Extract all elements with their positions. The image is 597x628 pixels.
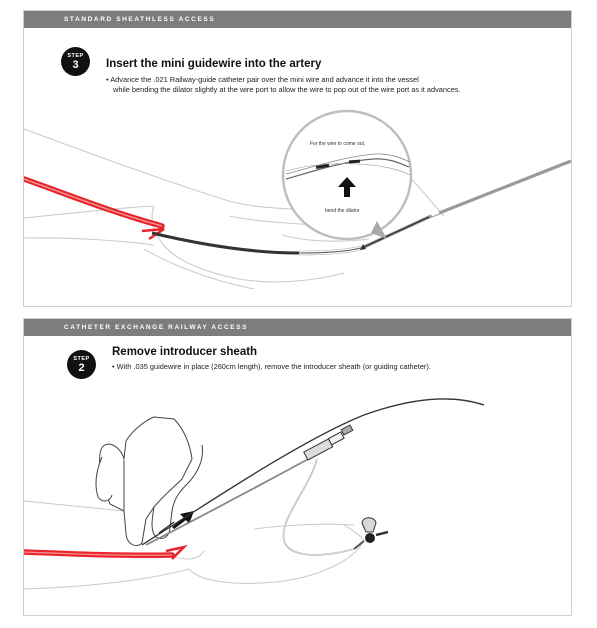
illustration-step2 [24, 319, 571, 615]
step-word: STEP [67, 53, 84, 59]
inset-label-bottom: bend the dilator [325, 208, 360, 214]
hand-fingers [96, 417, 203, 546]
description-line-1: • With .035 guidewire in place (260cm length), remove the introducer sheath (or guiding catheter). [112, 362, 431, 371]
step-word: STEP [73, 356, 90, 362]
step-number: 2 [78, 362, 85, 374]
side-tube [283, 459, 354, 555]
panel-header-text: STANDARD SHEATHLESS ACCESS [64, 16, 216, 23]
wire-sheath [299, 245, 364, 255]
inset-label-top: For the wire to come out, [310, 141, 366, 147]
step3-panel [23, 10, 572, 307]
panel-header-text: CATHETER EXCHANGE RAILWAY ACCESS [64, 324, 249, 331]
stopcock-valve [354, 518, 388, 549]
step-number: 3 [72, 59, 79, 71]
catheter-dark [152, 233, 299, 253]
description-line-1: • Advance the .021 Railway-guide catheter pair over the mini wire and advance it into the vessel [106, 75, 419, 84]
arm-outline [24, 501, 364, 589]
description-line-2: while bending the dilator slightly at the wire port to allow the wire to pop out of the wire port as it advances. [113, 85, 461, 94]
step2-panel [23, 318, 572, 616]
illustration-step3 [24, 11, 571, 306]
inset-circle [283, 111, 411, 239]
sheath-hub [304, 425, 353, 460]
step-title: Remove introducer sheath [112, 346, 258, 358]
step-title: Insert the mini guidewire into the artery [106, 58, 322, 70]
